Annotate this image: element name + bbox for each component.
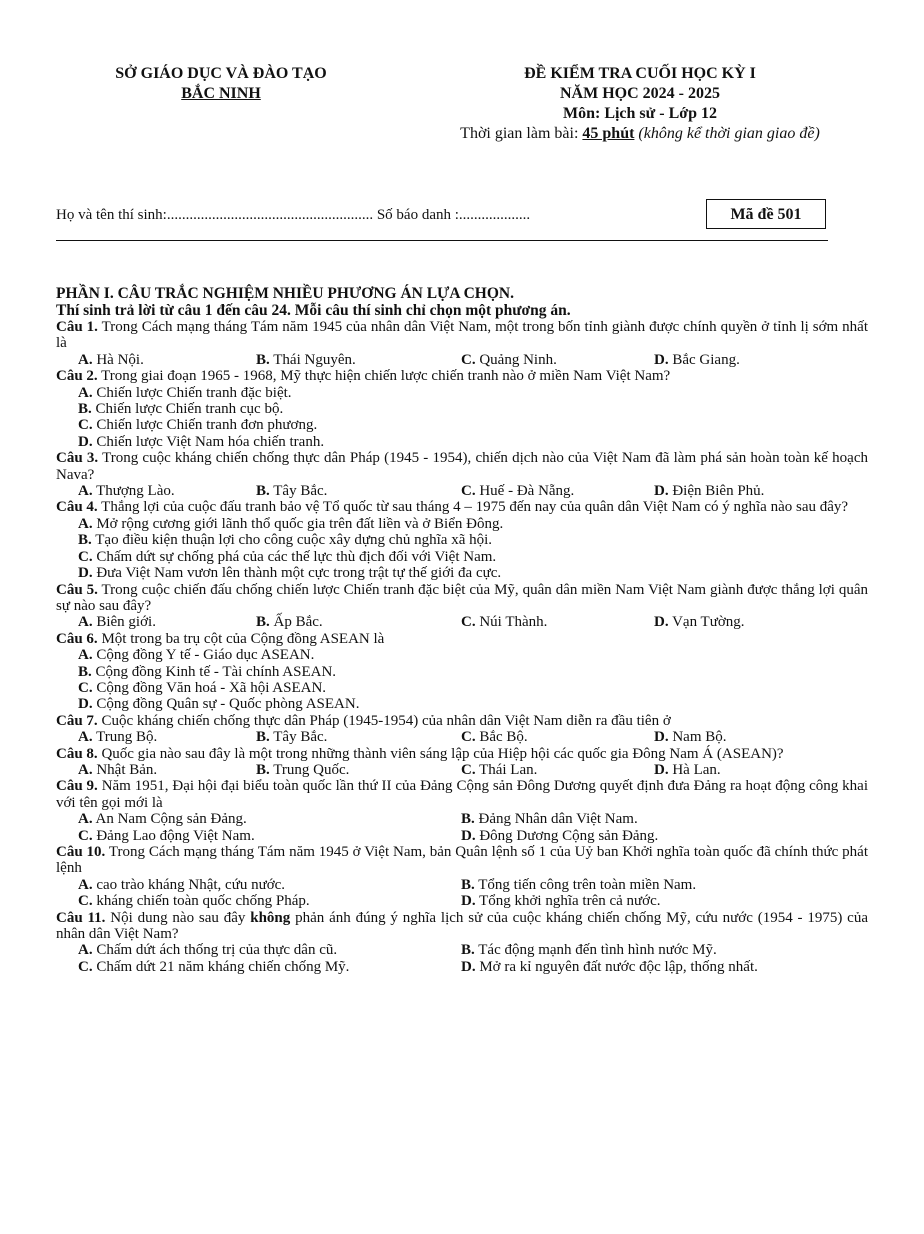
option-a: [78, 942, 461, 958]
option-text: Bắc Giang.: [668, 351, 740, 368]
department-name: SỞ GIÁO DỤC VÀ ĐÀO TẠO: [115, 65, 327, 82]
option-letter: D.: [461, 827, 476, 844]
question-number: Câu 5.: [56, 581, 98, 598]
option-a: [78, 647, 868, 663]
question-number: Câu 10.: [56, 844, 106, 860]
option-d: [654, 729, 868, 745]
question-text: phản ánh đúng ý nghĩa lịch sử của cuộc kháng chiến chống Mỹ, cứu nước (1954 - 1975) của nhân dân Việt Nam?: [56, 909, 868, 943]
question-stem: [56, 844, 868, 877]
question-text: Một trong ba trụ cột của Cộng đồng ASEAN là: [97, 630, 385, 647]
option-b: [461, 877, 868, 893]
question-text: Trong giai đoạn 1965 - 1968, Mỹ thực hiện chiến lược chiến tranh nào ở miền Nam Việt Nam?: [97, 368, 671, 385]
option-text: Thượng Lào.: [92, 483, 175, 500]
question-stem: [56, 450, 868, 483]
exam-header: [400, 64, 880, 144]
province-name: BẮC NINH: [181, 85, 261, 102]
question-stem: [56, 319, 868, 352]
answer-options: [56, 385, 868, 451]
option-letter: D.: [654, 351, 669, 368]
option-letter: D.: [461, 893, 476, 910]
exam-title: ĐỀ KIỂM TRA CUỐI HỌC KỲ I: [524, 65, 756, 82]
option-c: [78, 893, 461, 909]
question-emphasis: không: [250, 909, 291, 926]
option-letter: A.: [78, 647, 93, 664]
option-text: Tây Bắc.: [269, 729, 328, 746]
question-stem: [56, 713, 868, 729]
answer-options: [56, 483, 868, 499]
option-text: Chiến lược Chiến tranh cục bộ.: [91, 401, 284, 418]
question-number: Câu 3.: [56, 450, 99, 467]
option-letter: C.: [78, 548, 93, 565]
answer-options: [56, 942, 868, 975]
option-c: [461, 352, 654, 368]
option-b: [78, 401, 868, 417]
option-text: An Nam Cộng sản Đảng.: [92, 811, 247, 828]
option-d: [461, 959, 868, 975]
question-number: Câu 2.: [56, 368, 98, 385]
option-a: [78, 762, 256, 778]
option-letter: C.: [78, 827, 93, 844]
option-a: [78, 516, 868, 532]
option-text: Cộng đồng Y tế - Giáo dục ASEAN.: [92, 647, 315, 664]
option-d: [654, 352, 868, 368]
answer-options: [56, 729, 868, 745]
option-text: Trung Quốc.: [269, 761, 350, 778]
question-text: Trong Cách mạng tháng Tám năm 1945 ở Việt Nam, bản Quân lệnh số 1 của Uỷ ban Khởi nghĩa toàn quốc đã chính thức phát lệnh: [56, 844, 868, 877]
option-letter: C.: [461, 729, 476, 746]
option-b: [256, 483, 461, 499]
time-line: [400, 124, 880, 144]
option-letter: C.: [461, 351, 476, 368]
option-letter: D.: [78, 565, 93, 582]
question-number: Câu 7.: [56, 712, 98, 729]
question-stem: [56, 582, 868, 615]
option-text: Hà Lan.: [668, 761, 721, 778]
option-c: [78, 680, 868, 696]
option-text: Núi Thành.: [475, 614, 548, 631]
option-text: Quảng Ninh.: [475, 351, 557, 368]
question-text: Nội dung nào sau đây: [105, 909, 251, 926]
option-c: [78, 828, 461, 844]
option-a: [78, 483, 256, 499]
question-number: Câu 8.: [56, 745, 98, 762]
option-text: Tổng tiến công trên toàn miền Nam.: [474, 876, 697, 893]
option-text: Mở rộng cương giới lãnh thổ quốc gia trên đất liền và ở Biển Đông.: [92, 515, 504, 532]
question-number: Câu 1.: [56, 319, 98, 335]
option-text: Hà Nội.: [92, 351, 144, 368]
option-letter: A.: [78, 942, 93, 959]
candidate-info-line: Họ và tên thí sinh:....................................................... Số báo danh :...................: [56, 207, 531, 223]
option-letter: C.: [78, 958, 93, 975]
option-b: [256, 352, 461, 368]
option-d: [654, 614, 868, 630]
question-number: Câu 6.: [56, 630, 98, 647]
option-letter: B.: [256, 729, 270, 746]
option-letter: B.: [461, 876, 475, 893]
option-b: [256, 762, 461, 778]
option-text: Tác động mạnh đến tình hình nước Mỹ.: [474, 942, 717, 959]
question-stem: [56, 499, 868, 515]
question-text: Trong cuộc kháng chiến chống thực dân Pháp (1945 - 1954), chiến dịch nào của Việt Nam đã làm phá sản hoàn toàn kế hoạch Nava?: [56, 450, 868, 483]
option-letter: C.: [461, 614, 476, 631]
option-text: Cộng đồng Văn hoá - Xã hội ASEAN.: [92, 679, 327, 696]
option-a: [78, 877, 461, 893]
answer-options: [56, 762, 868, 778]
section-title: PHẦN I. CÂU TRẮC NGHIỆM NHIỀU PHƯƠNG ÁN LỰA CHỌN.: [56, 285, 514, 302]
option-d: [461, 893, 868, 909]
option-text: Vạn Tường.: [668, 614, 745, 631]
option-a: [78, 811, 461, 827]
option-b: [461, 942, 868, 958]
option-text: Chấm dứt sự chống phá của các thế lực thù địch đối với Việt Nam.: [92, 548, 497, 565]
option-letter: B.: [78, 401, 92, 418]
option-b: [461, 811, 868, 827]
option-text: Huế - Đà Nẵng.: [475, 483, 575, 500]
option-letter: A.: [78, 614, 93, 631]
option-text: Biên giới.: [92, 614, 156, 631]
question-stem: [56, 746, 868, 762]
time-value: 45 phút: [582, 125, 635, 142]
option-letter: D.: [78, 433, 93, 450]
option-text: kháng chiến toàn quốc chống Pháp.: [92, 893, 310, 910]
option-text: Mở ra kỉ nguyên đất nước độc lập, thống nhất.: [475, 958, 758, 975]
option-a: [78, 385, 868, 401]
option-text: Chiến lược Chiến tranh đơn phương.: [92, 417, 318, 434]
option-letter: A.: [78, 515, 93, 532]
answer-options: [56, 516, 868, 582]
answer-options: [56, 811, 868, 844]
option-letter: D.: [461, 958, 476, 975]
option-text: Ấp Bắc.: [269, 614, 323, 631]
option-c: [78, 417, 868, 433]
option-text: Cộng đồng Kinh tế - Tài chính ASEAN.: [91, 663, 337, 680]
option-text: cao trào kháng Nhật, cứu nước.: [92, 876, 286, 893]
option-letter: C.: [461, 483, 476, 500]
option-letter: D.: [654, 614, 669, 631]
option-letter: D.: [654, 761, 669, 778]
option-text: Chấm dứt 21 năm kháng chiến chống Mỹ.: [92, 958, 350, 975]
time-label: Thời gian làm bài:: [460, 125, 583, 142]
option-text: Điện Biên Phủ.: [668, 483, 765, 500]
question-text: Trong Cách mạng tháng Tám năm 1945 của nhân dân Việt Nam, một trong bốn tỉnh giành được chính quyền ở tỉnh lị sớm nhất là: [56, 319, 868, 352]
option-letter: B.: [461, 942, 475, 959]
option-c: [461, 729, 654, 745]
question-number: Câu 9.: [56, 778, 98, 795]
option-c: [78, 959, 461, 975]
option-c: [461, 614, 654, 630]
option-letter: C.: [78, 417, 93, 434]
subject-line: Môn: Lịch sử - Lớp 12: [562, 105, 718, 122]
option-text: Đảng Nhân dân Việt Nam.: [474, 811, 638, 828]
option-letter: A.: [78, 483, 93, 500]
option-b: [78, 532, 868, 548]
option-d: [461, 828, 868, 844]
option-b: [256, 729, 461, 745]
question-stem: [56, 631, 868, 647]
option-letter: D.: [78, 696, 93, 713]
option-a: [78, 614, 256, 630]
time-note: (không kể thời gian giao đề): [634, 125, 820, 142]
exam-content: [56, 285, 868, 975]
option-a: [78, 352, 256, 368]
answer-options: [56, 647, 868, 713]
option-text: Chấm dứt ách thống trị của thực dân cũ.: [92, 942, 338, 959]
answer-options: [56, 877, 868, 910]
department-header: [56, 64, 386, 104]
option-c: [78, 549, 868, 565]
option-a: [78, 729, 256, 745]
option-letter: A.: [78, 876, 93, 893]
option-d: [654, 483, 868, 499]
exam-code-box: Mã đề 501: [706, 199, 826, 229]
option-letter: B.: [78, 532, 92, 549]
option-c: [461, 483, 654, 499]
option-b: [78, 664, 868, 680]
question-text: Trong cuộc chiến đấu chống chiến lược Chiến tranh đặc biệt của Mỹ, quân dân miền Nam Việt Nam giành được thắng lợi quân sự nào sau đây?: [56, 581, 868, 614]
option-text: Thái Lan.: [475, 761, 538, 778]
section-instruction: Thí sinh trả lời từ câu 1 đến câu 24. Mỗi câu thí sinh chỉ chọn một phương án.: [56, 302, 571, 319]
option-d: [78, 565, 868, 581]
option-letter: A.: [78, 729, 93, 746]
question-text: Quốc gia nào sau đây là một trong những thành viên sáng lập của Hiệp hội các quốc gia Đông Nam Á (ASEAN)?: [97, 745, 784, 762]
option-text: Đảng Lao động Việt Nam.: [92, 827, 255, 844]
question-stem: [56, 778, 868, 811]
option-d: [654, 762, 868, 778]
option-text: Thái Nguyên.: [269, 351, 356, 368]
option-text: Đông Dương Cộng sản Đảng.: [475, 827, 659, 844]
option-letter: B.: [461, 811, 475, 828]
school-year: NĂM HỌC 2024 - 2025: [560, 85, 720, 102]
question-number: Câu 4.: [56, 499, 98, 516]
option-text: Đưa Việt Nam vươn lên thành một cực trong trật tự thế giới đa cực.: [92, 565, 502, 582]
option-letter: C.: [78, 893, 93, 910]
option-letter: A.: [78, 351, 93, 368]
option-letter: A.: [78, 384, 93, 401]
option-text: Cộng đồng Quân sự - Quốc phòng ASEAN.: [92, 696, 360, 713]
question-text: Thắng lợi của cuộc đấu tranh bảo vệ Tổ quốc từ sau tháng 4 – 1975 đến nay của quân dân Việt Nam có ý nghĩa nào sau đây?: [97, 499, 849, 516]
header-divider: [56, 240, 828, 241]
option-text: Chiến lược Việt Nam hóa chiến tranh.: [92, 433, 325, 450]
question-stem: [56, 910, 868, 943]
option-text: Tạo điều kiện thuận lợi cho công cuộc xây dựng chủ nghĩa xã hội.: [91, 532, 493, 549]
option-text: Tổng khởi nghĩa trên cả nước.: [475, 893, 661, 910]
option-d: [78, 696, 868, 712]
option-text: Tây Bắc.: [269, 483, 328, 500]
option-text: Nhật Bản.: [92, 761, 158, 778]
option-letter: D.: [654, 729, 669, 746]
question-text: Cuộc kháng chiến chống thực dân Pháp (1945-1954) của nhân dân Việt Nam diễn ra đầu tiên ở: [97, 712, 671, 729]
option-letter: A.: [78, 811, 93, 828]
option-b: [256, 614, 461, 630]
option-letter: B.: [256, 614, 270, 631]
answer-options: [56, 614, 868, 630]
option-letter: B.: [256, 483, 270, 500]
option-letter: C.: [78, 679, 93, 696]
question-stem: [56, 368, 868, 384]
option-d: [78, 434, 868, 450]
option-letter: C.: [461, 761, 476, 778]
question-text: Năm 1951, Đại hội đại biểu toàn quốc lần thứ II của Đảng Cộng sản Đông Dương quyết định đưa Đảng ra hoạt động công khai với tên gọi mới là: [56, 778, 868, 811]
option-text: Trung Bộ.: [92, 729, 158, 746]
option-letter: B.: [256, 761, 270, 778]
question-number: Câu 11.: [56, 909, 106, 926]
option-letter: D.: [654, 483, 669, 500]
option-text: Bắc Bộ.: [475, 729, 528, 746]
option-c: [461, 762, 654, 778]
option-letter: B.: [256, 351, 270, 368]
option-text: Nam Bộ.: [668, 729, 727, 746]
answer-options: [56, 352, 868, 368]
option-text: Chiến lược Chiến tranh đặc biệt.: [92, 384, 292, 401]
option-letter: A.: [78, 761, 93, 778]
option-letter: B.: [78, 663, 92, 680]
